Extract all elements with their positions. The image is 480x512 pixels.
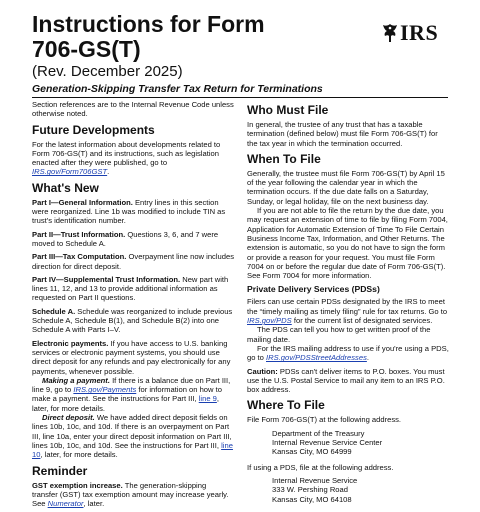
pds-street-addresses-link[interactable]: IRS.gov/PDSStreetAddresses [266,353,367,363]
when-to-file-text: Generally, the trustee must file Form 706-GS(T) by April 15 of the year following the calendar year in which the termination occurs. If the due date falls on a Saturday, Sunday, or legal holiday, file on the next business day. [247,168,445,206]
pds-text: Filers can use certain PDSs designated by the IRS to meet the “timely mailing as timely filing” rule for tax returns. Go to IRS.gov/PDS for the current list of designated services. [247,297,448,326]
pds-address-text: For the IRS mailing address to use if you're using a PDS, go to IRS.gov/PDSStreetAddresses. [247,343,449,363]
whats-new-heading: What's New [32,180,99,195]
right-column [247,100,449,510]
form-subtitle: Generation-Skipping Transfer Tax Return for Terminations [32,83,323,95]
irs-logo-text: IRS [400,20,439,45]
gst-exemption-paragraph: GST exemption increase. The generation-skipping transfer (GST) tax exemption amount may increase yearly. See Numerator, later. [32,480,229,509]
future-developments-text: For the latest information about developments related to Form 706-GS(T) and its instructions, such as legislation enacted after they were published, go to IRS.gov/Form706GST. [32,139,221,177]
where-to-file-text: File Form 706-GS(T) at the following address. [247,415,402,425]
pds-heading: Private Delivery Services (PDSs) [247,284,380,295]
who-must-file-text: In general, the trustee of any trust that has a taxable termination (defined below) must file Form 706-GS(T) for the tax year in which the termination occurred. [247,120,438,148]
numerator-link[interactable]: Numerator [47,499,84,509]
left-column [32,100,234,512]
irs-logo [381,21,438,45]
address-line: 333 W. Pershing Road [272,485,348,495]
address-line: Internal Revenue Service Center [272,438,383,448]
line9-link[interactable]: line 9 [198,394,217,404]
part4-paragraph: Part IV—Supplemental Trust Information. New part with lines 11, 12, and 13 to provide additional information as requested on Part II questions. [32,274,229,303]
address-line: Department of the Treasury [272,428,365,438]
part3-paragraph: Part III—Tax Computation. Overpayment line now includes direction for direct deposit. [32,252,235,271]
page-title [32,12,372,62]
part2-paragraph: Part II—Trust Information. Questions 3, 6, and 7 were moved to Schedule A. [32,229,219,248]
address-line: Kansas City, MO 64108 [272,494,352,504]
future-developments-heading: Future Developments [32,122,155,137]
revision-date: (Rev. December 2025) [32,63,183,80]
payments-link[interactable]: IRS.gov/Payments [73,385,137,395]
title-line-2: 706-GS(T) [32,36,141,62]
making-payment-paragraph: Making a payment. If there is a balance due on Part III, line 9, go to IRS.gov/Payments for information on how to make a payment. See the instructions for Part III, line 9, later, for more details. [32,375,231,413]
direct-deposit-paragraph: Direct deposit. We have added direct deposit fields on lines 10b, 10c, and 10d. If there is an overpayment on Part III, line 10a, enter your direct deposit information on Part III, lines 10b, 10c, and 10d. See the instructions for Part III, line 10, later, for more details. [32,413,233,460]
address-line: Kansas City, MO 64999 [272,447,352,457]
form706gst-link[interactable]: IRS.gov/Form706GST [32,167,108,177]
line10-link[interactable]: line 10 [32,440,233,460]
title-line-1: Instructions for Form [32,11,265,37]
pds-mailing-address [272,476,449,504]
where-to-file-heading: Where To File [247,398,325,413]
pds-proof-text: The PDS can tell you how to get written proof of the mailing date. [247,325,431,344]
reminder-heading: Reminder [32,463,88,478]
intro-text: Section references are to the Internal Revenue Code unless otherwise noted. [32,100,234,119]
part1-paragraph: Part I—General Information. Entry lines in this section were reorganized. Line 1b was modified to include TIN as trust's identification number. [32,197,226,226]
header-rule [32,97,448,98]
address-line: Internal Revenue Service [272,475,358,485]
when-to-file-heading: When To File [247,151,321,166]
pds-using-text: If using a PDS, file at the following address. [247,462,394,472]
extension-text: If you are not able to file the return by the due date, you may request an extension of time to file by filing Form 7004, Application for Automatic Extension of Time To File Certain Business Income Tax, Information, and Other Returns. The extension is automatic, so you do not have to sign the form or provide a reason for your request. You must file Form 7004 on or before the regular due date of Form 706-GS(T). See Form 7004 for more information. [247,206,448,281]
caution-text: Caution: PDSs can't deliver items to P.O. boxes. You must use the U.S. Postal Service to mail any item to an IRS P.O. box address. [247,366,445,395]
who-must-file-heading: Who Must File [247,103,329,117]
mailing-address [272,429,449,457]
schedule-a-paragraph: Schedule A. Schedule was reorganized to include previous Schedule A, Schedule B(1), and Schedule B(2) into one Schedule A with Parts I–V. [32,306,233,335]
eagle-icon [381,23,399,43]
electronic-payments-paragraph: Electronic payments. If you have access to U.S. banking services or electronic payment systems, you should use direct deposit for any refunds and pay electronically for any payments, whenever possible. [32,338,231,376]
pds-link[interactable]: IRS.gov/PDS [247,316,292,326]
